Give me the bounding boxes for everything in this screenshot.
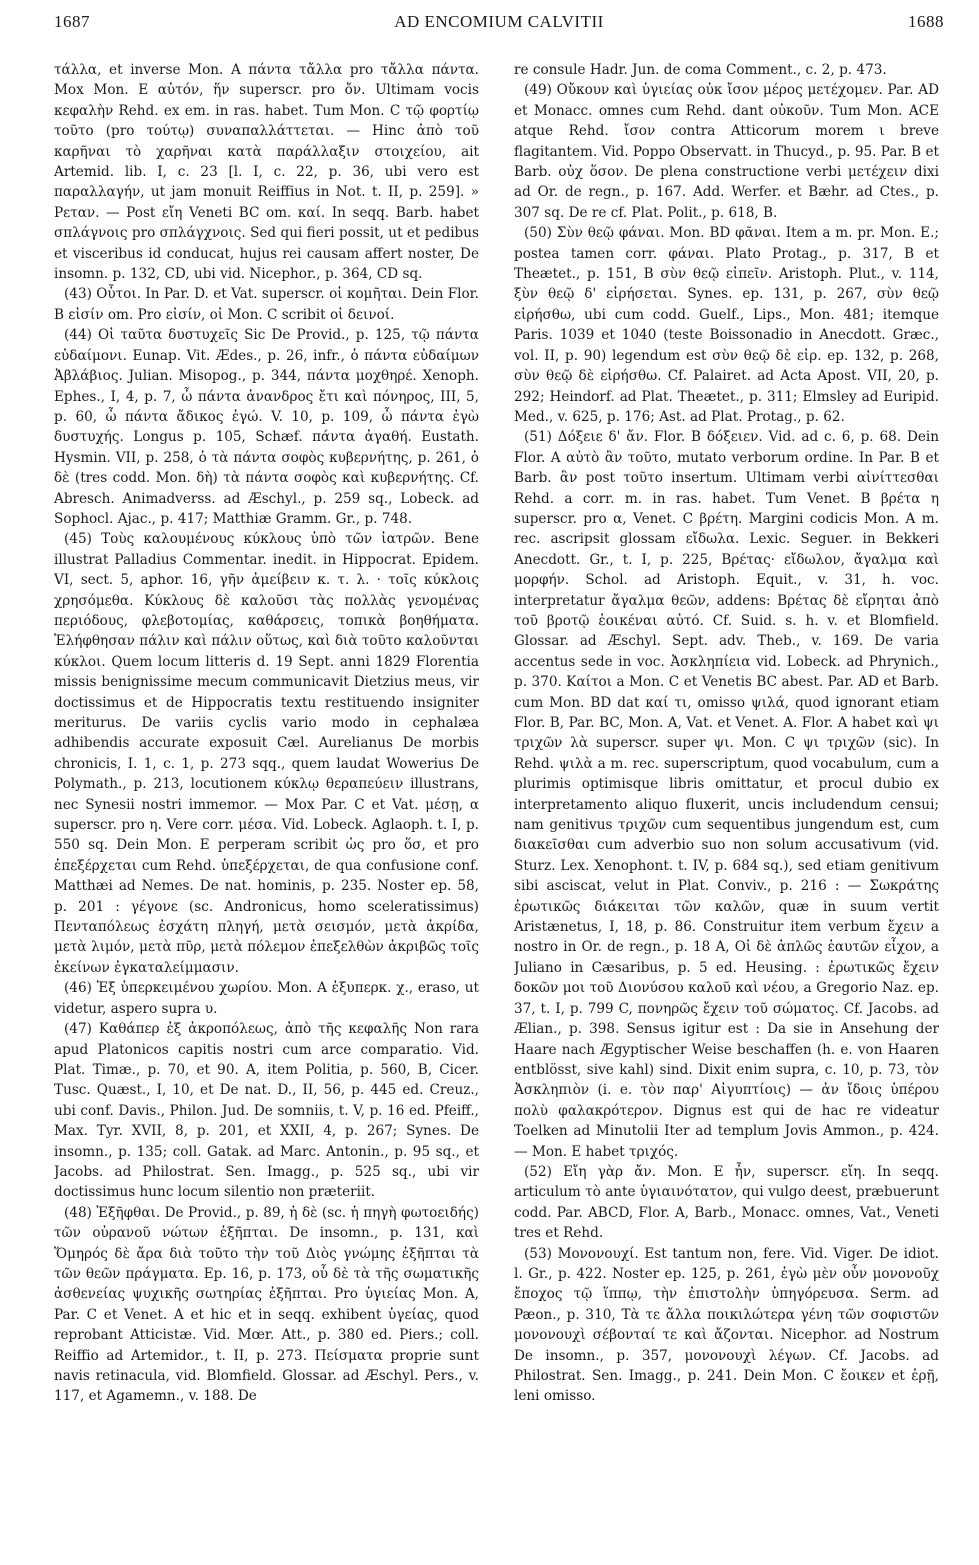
running-header — [54, 12, 944, 40]
note-48: (48) Ἐξῆφθαι. De Provid., p. 89, ἡ δὲ (sc. ἡ πηγὴ φωτοειδής) τῶν οὐρανοῦ νώτων ἐξῆπται. De insomn., p. 131, καὶ Ὅμηρός δὲ ἄρα διὰ τοῦτο τὴν τοῦ Διὸς γνώμης ἐξῆπται τὰ τῶν θεῶν πράγματα. Ep. 16, p. 173, οὗ δὲ τὰ τῆς σωματικῆς ἀσθενείας ψυχικῆς σωτηρίας ἐξῆπται. Pro ὑγιείας Mon. A, Par. C et Venet. A et hic et in seqq. exhibent ὑγείας, quod reprobant Atticistæ. Vid. Mœr. Att., p. 380 ed. Piers.; coll. Reiffio ad Artemidor., t. II, p. 273. Πείσματα proprie sunt navis retinacula, vid. Blomfield. Glossar. ad Æschyl. Pers., v. 117, et Agamemn., v. 188. De — [54, 1204, 479, 1405]
page-number-left: 1687 — [54, 12, 90, 31]
running-title: AD ENCOMIUM CALVITII — [394, 12, 604, 31]
note-46: (46) Ἐξ ὑπερκειμένου χωρίου. Mon. A ἐξυπερκ. χ., eraso, ut videtur, aspero supra υ. — [54, 980, 479, 1017]
note-paragraph: τάλλα, et inverse Mon. A πάντα τἄλλα pro τἄλλα πάντα. Mox Mon. E αὐτόν, ἥν superscr. pro ὄν. Ultimam vocis κεφαλὴν Rehd. ex em. in ras. habet. Tum Mon. C τῷ φορτίῳ τοῦτο (pro τούτῳ) συναπαλλάττεται. — Hinc ἀπὸ τοῦ καρῆναι τὸ χαρῆναι κατὰ παράλλαξιν στοιχείου, ait Artemid. lib. I, c. 23 [l. I, c. 22, p. 36, ubi vero est παραλλαγήν, ut jam monuit Reiffius in Not. t. II, p. 259]. » Pεταν. — Post εἴη Veneti BC om. καί. In seqq. Barb. habet σπλάγνοις pro σπλάγχνοις. Sed qui fieri possit, ut et pedibus et visceribus id conducat, hujus rei causam affert noster, De insomn. p. 132, CD, ubi vid. Nicephor., p. 364, CD sq. — [54, 62, 479, 283]
right-column — [514, 60, 939, 1550]
note-51: (51) Δόξειε δ' ἄν. Flor. B δόξειεν. Vid. ad c. 6, p. 68. Dein Flor. A αὐτὸ ἂν τοῦτο, mutato verborum ordine. In Par. B et Barb. ἂν post τοῦτο insertum. Ultimam verbi αἰνίττεσθαι Rehd. a corr. m. in ras. habet. Tum Venet. B βρέτα η superscr. pro α, Venet. C βρέτη. Margini codicis Mon. A m. rec. ascripsit glossam εἴδωλα. Lexic. Seguer. in Bekkeri Anecdott. Gr., t. I, p. 225, Βρέτας· εἴδωλον, ἄγαλμα καὶ μορφήν. Schol. ad Aristoph. Equit., v. 31, h. voc. interpretatur ἄγαλμα θεῶν, addens: Βρέτας δὲ εἴρηται ἀπὸ τοῦ βροτῷ ἐοικέναι αὐτό. Cf. Suid. s. h. v. et Blomfield. Glossar. ad Æschyl. Sept. adv. Theb., v. 169. De varia accentus sede in voc. Ἀσκληπίεια vid. Lobeck. ad Phrynich., p. 370. Καίτοι a Mon. C et Venetis BC abest. Par. AD et Barb. cum Mon. BD dat καί τι, omisso ψιλά, quod ignorant etiam Flor. B, Par. BC, Mon. A, Vat. et Venet. A. Flor. A habet καὶ ψι τριχῶν λὰ superscr. super ψι. Mon. C ψι τριχῶν (sic). In Rehd. ψιλὰ a m. rec. superscriptum, quod vocabulum, cum a plurimis optimisque libris omittatur, et procul dubio ex interpretamento aliquo fluxerit, uncis includendum censui; nam genitivus τριχῶν cum sequentibus jungendum est, cum διακεῖσθαι cum adverbio suo non solum accusativum (vid. Sturz. Lex. Xenophont. t. IV, p. 684 sq.), sed etiam genitivum sibi asciscat, velut in Plat. Conviv., p. 216 : — Σωκράτης ἐρωτικῶς διάκειται τῶν καλῶν, quæ in suum vertit Aristænetus, I, 18, p. 86. Construitur item verbum ἔχειν a nostro in Or. de regn., p. 18 A, Οἱ δὲ ἁπλῶς ἑαυτῶν εἶχον, a Juliano in Cæsaribus, p. 5 ed. Heusing. : ἐρωτικῶς ἔχειν δοκῶν μοι τοῦ Διονύσου καλοῦ καὶ νέου, a Gregorio Naz. ep. 37, t. I, p. 799 C, πονηρῶς ἔχειν τοῦ σώματος. Cf. Jacobs. ad Ælian., p. 398. Sensus igitur est : Da sie in Ansehung der Haare nach Ægyptischer Weise beschaffen (h. e. von Haaren entblösst, sive kahl) sind. Dixit enim supra, c. 10, p. 73, τὸν Ἀσκληπιὸν (i. e. τὸν παρ' Αἰγυπτίοις) — ἀν ἴδοις ὑπέρου πολὺ φαλακρότερον. Dignus est qui de hac re videatur Toelken ad Minutolii Iter ad templum Jovis Ammon., p. 424. — Mon. E habet τριχός. — [514, 429, 939, 1160]
note-48-continued: re consule Hadr. Jun. de coma Comment., c. 2, p. 473. — [514, 62, 887, 78]
note-52: (52) Εἴη γὰρ ἄν. Mon. E ἦν, superscr. εἴη. In seqq. articulum τὸ ante ὑγιαινότατον, qui vulgo deest, præbuerunt codd. Par. ABCD, Flor. A, Barb., Monacc. omnes, Vat., Veneti tres et Rehd. — [514, 1163, 939, 1242]
note-53: (53) Μονονουχί. Est tantum non, fere. Vid. Viger. De idiot. l. Gr., p. 422. Noster ep. 125, p. 261, ἐγὼ μὲν οὖν μονονοῦχ ἔποχος τῷ ἵππῳ, τὴν ἐπιστολὴν ὑπηγόρευσα. Serm. ad Pæon., p. 310, Τὰ τε ἄλλα ποικιλώτερα γένη τῶν σοφιστῶν μονονουχὶ σέβονταί τε καὶ ἄζονται. Nicephor. ad Nostrum De insomn., p. 357, μονονουχὶ λέγων. Cf. Jacobs. ad Philostrat. Sen. Imagg., p. 241. Dein Mon. C ἔοικεν et ἐρῇ, leni omisso. — [514, 1245, 939, 1405]
note-45: (45) Τοὺς καλουμένους κύκλους ὑπὸ τῶν ἰατρῶν. Bene illustrat Palladius Commentar. inedit. in Hippocrat. Epidem. VI, sect. 5, aphor. 16, γῆν ἀμείβειν κ. τ. λ. · τοῖς κύκλοις χρησόμεθα. Κύκλους δὲ καλοῦσι τὰς πολλὰς γενομένας περιόδους, φλεβοτομίας, καθάρσεις, τοπικὰ βοηθήματα. Ἐλήφθησαν πάλιν καὶ πάλιν οὕτως, καὶ διὰ τοῦτο καλοῦνται κύκλοι. Quem locum litteris d. 19 Sept. anni 1829 Florentia missis benignissime mecum communicavit Dietzius meus, vir doctissimus et de Hippocratis textu restituendo insigniter meriturus. De variis cyclis vario modo in cephalæa adhibendis accurate exposuit Cæl. Aurelianus De morbis chronicis, I. 1, c. 1, p. 273 sqq., quem laudat Wowerius De Polymath., p. 213, locutionem κύκλῳ θεραπεύειν illustrans, nec Synesii nostri immemor. — Mox Par. C et Vat. μέσῃ, α superscr. pro η. Vere corr. μέσα. Vid. Lobeck. Aglaoph. t. I, p. 550 sq. Dein Mon. E perperam scribit ὡς pro ὅσ, et pro ἐπεξέρχεται cum Rehd. ὑπεξέρχεται, de qua confusione conf. Matthæi ad Nemes. De nat. hominis, p. 235. Noster ep. 58, p. 201 : γέγονε (sc. Andronicus, homo sceleratissimus) Πενταπόλεως ἐσχάτη πληγή, μετὰ σεισμόν, μετὰ ἀκρίδα, μετὰ λιμόν, μετὰ πῦρ, μετὰ πόλεμον ἐπεξελθὼν ἀκριβῶς τοῖς ἐκείνων ἐγκαταλείμμασιν. — [54, 531, 479, 976]
note-50: (50) Σὺν θεῷ φάναι. Mon. BD φᾶναι. Item a m. pr. Mon. E.; postea tamen corr. φάναι. Plato Protag., p. 317, B et Theætet., p. 151, B σὺν θεῷ εἰπεῖν. Aristoph. Plut., v. 114, ξὺν θεῷ δ' εἰρήσεται. Synes. ep. 131, p. 267, σὺν θεῷ εἰρήσθω, ubi cum codd. Guelf., Lips., Mon. 481; itemque Paris. 1039 et 1040 (teste Boissonadio in Anecdott. Græc., vol. II, p. 90) legendum est σὺν θεῷ δὲ εἰρ. ep. 132, p. 268, σὺν θεῷ δὲ εἰρήσθω. Cf. Palairet. ad Acta Apost. VII, 20, p. 292; Heindorf. ad Plat. Theætet., p. 311; Elmsley ad Euripid. Med., v. 625, p. 176; Ast. ad Plat. Protag., p. 62. — [514, 225, 939, 425]
left-column — [54, 60, 479, 1550]
note-43: (43) Οὗτοι. In Par. D. et Vat. superscr. οἱ κομῆται. Dein Flor. B εἰσίν om. Pro εἰσίν, οἱ Mon. C scribit οἱ δεινοί. — [54, 286, 479, 323]
note-44: (44) Οἱ ταῦτα δυστυχεῖς Sic De Provid., p. 125, τῷ πάντα εὐδαίμονι. Eunap. Vit. Ædes., p. 26, infr., ὁ πάντα εὐδαίμων Ἀβλάβιος. Julian. Misopog., p. 344, πάντα μοχθηρέ. Xenoph. Ephes., I, 4, p. 7, ὦ πάντα ἀνανδρος ἔτι καὶ πόνηρος, III, 5, p. 60, ὦ πάντα ἄδικος ἐγώ. V. 10, p. 109, ὦ πάντα ἐγὼ δυστυχής. Longus p. 105, Schæf. πάντα ἀγαθή. Eustath. Hysmin. VII, p. 258, ὁ τὰ πάντα σοφὸς κυβερνήτης, p. 261, ὁ δὲ (tres codd. Mon. δὴ) τὰ πάντα σοφὸς καὶ κυβερνήτης. Cf. Abresch. Animadverss. ad Æschyl., p. 259 sq., Lobeck. ad Sophocl. Ajac., p. 417; Matthiæ Gramm. Gr., p. 748. — [54, 327, 479, 527]
note-47: (47) Καθάπερ ἐξ ἀκροπόλεως, ἀπὸ τῆς κεφαλῆς Non rara apud Platonicos capitis nostri cum arce comparatio. Vid. Plat. Timæ., p. 70, et 90. A, item Politia, p. 560, B, Cicer. Tusc. Quæst., I, 10, et De nat. D., II, 56, p. 445 ed. Creuz., ubi conf. Davis., Philon. Jud. De somniis, t. V, p. 16 ed. Pfeiff., Max. Tyr. XVII, 8, p. 201, et XXII, 4, p. 267; Synes. De insomn., p. 135; coll. Gatak. ad Marc. Antonin., p. 95 sq., et Jacobs. ad Philostrat. Sen. Imagg., p. 525 sq., ubi vir doctissimus hunc locum silentio non præteriit. — [54, 1021, 479, 1201]
note-49: (49) Οὔκουν καὶ ὑγιείας οὐκ ἴσον μέρος μετέχομεν. Par. AD et Monacc. omnes cum Rehd. dant οὐκοῦν. Tum Mon. ACE atque Rehd. ἴσον contra Atticorum morem ι breve flagitantem. Vid. Poppo Observatt. in Thucyd., p. 95. Par. B et Barb. οὐχ ὅσον. De plena constructione verbi μετέχειν dixi ad Or. de regn., p. 167. Add. Werfer. et Bæhr. ad Ctes., p. 307 sq. De re cf. Plat. Polit., p. 618, B. — [514, 82, 939, 221]
page-number-right: 1688 — [908, 12, 944, 31]
